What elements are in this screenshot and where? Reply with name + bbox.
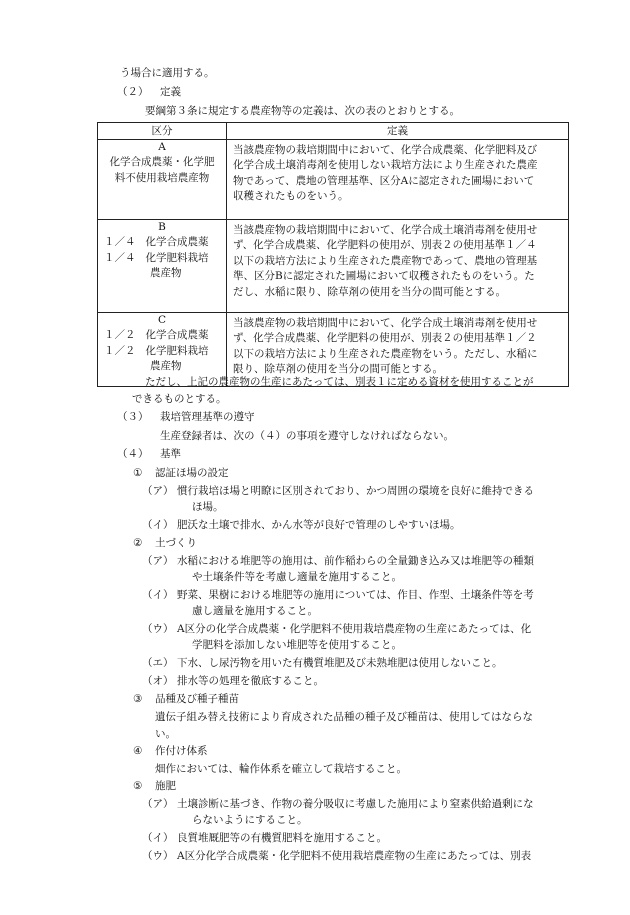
category-b — [98, 220, 227, 313]
fraction: １／２ — [104, 344, 136, 357]
section-4-title: 基準 — [160, 448, 181, 460]
category-line: 化学合成農薬・化学肥 — [109, 156, 215, 169]
table-header-row — [98, 123, 569, 140]
sub-text: 土壌診断に基づき、作物の養分吸収に考慮した施用により窒素供給過剰にな — [177, 798, 534, 810]
fraction: １／４ — [104, 251, 136, 264]
item-3-title: 品種及び種子種苗 — [155, 693, 239, 705]
definition-line: 物であって、農地の管理基準、区分Aに認定された圃場において — [233, 174, 535, 187]
sub-text: 肥沃な土壌で排水、かん水等が良好で管理のしやすいほ場。 — [177, 519, 461, 531]
definition-b — [227, 220, 569, 313]
sub-text: 慣行栽培ほ場と明瞭に区別されており、かつ周囲の環境を良好に維持できる — [177, 485, 534, 497]
definition-line: 化学合成土壌消毒剤を使用しない栽培方法により生産された農産 — [233, 159, 538, 172]
definition-line: 以下の栽培方法により生産された農産物であって、農地の管理基 — [233, 254, 538, 267]
sub-label: （オ） — [142, 675, 174, 687]
header-category: 区分 — [98, 123, 227, 140]
category-line — [98, 344, 226, 359]
proviso-line: できるものとする。 — [132, 393, 227, 405]
definition-line: 当該農産物の栽培期間中において、化学合成農薬、化学肥料及び — [233, 144, 538, 156]
item-1-title: 認証ほ場の設定 — [155, 467, 229, 479]
section-3-number: （３） — [117, 411, 149, 423]
sub-label: （ア） — [142, 555, 174, 567]
section-2-title: 定義 — [160, 86, 181, 98]
item-5-title: 施肥 — [155, 780, 176, 792]
item-1-number: ① — [133, 467, 143, 479]
sub-text: ほ場。 — [192, 501, 224, 513]
definition-a — [227, 140, 569, 220]
definition-line: 準、区分Bに認定された圃場において収穫されたものをいう。た — [233, 270, 535, 283]
item-3-body: 遺伝子組み替え技術により育成された品種の種子及び種苗は、使用してはならな — [155, 711, 533, 723]
definition-line: ず、化学合成農薬、化学肥料の使用が、別表２の使用基準１／２ — [233, 332, 537, 345]
category-line — [98, 235, 226, 250]
sub-label: （ウ） — [142, 850, 174, 862]
definition-table — [97, 122, 569, 387]
category-line: 農産物 — [150, 267, 182, 280]
category-a — [98, 140, 227, 220]
definition-line: 当該農産物の栽培期間中において、化学合成土壌消毒剤を使用せ — [233, 224, 538, 236]
item-5-number: ⑤ — [133, 780, 143, 792]
category-line — [98, 251, 226, 266]
item-3-body: い。 — [155, 728, 176, 740]
intro-line: う場合に適用する。 — [120, 67, 215, 79]
category-mark: C — [157, 314, 167, 326]
category-line: 農産物 — [150, 360, 182, 373]
sub-text: 学肥料を添加しない堆肥等を使用すること。 — [192, 639, 402, 651]
item-4-title: 作付け体系 — [155, 745, 208, 757]
proviso-line: ただし、上記の農産物の生産にあたっては、別表１に定める資材を使用することが — [145, 376, 534, 388]
table-row-b — [98, 220, 569, 313]
category-line: 料不使用栽培農産物 — [114, 171, 210, 184]
section-2-number: （２） — [117, 86, 149, 98]
section-2-lead: 要綱第３条に規定する農産物等の定義は、次の表のとおりとする。 — [145, 105, 460, 117]
sub-text: 水稲における堆肥等の施用は、前作稲わらの全量鋤き込み又は堆肥等の種類 — [177, 555, 534, 567]
sub-label: （イ） — [142, 832, 174, 844]
header-definition: 定義 — [227, 123, 569, 140]
category-mark: B — [158, 221, 166, 233]
sub-label: （ア） — [142, 798, 174, 810]
item-3-number: ③ — [133, 693, 143, 705]
item-2-title: 土づくり — [155, 537, 197, 549]
category-text: 化学肥料栽培 — [145, 251, 209, 264]
sub-label: （ウ） — [142, 623, 174, 635]
sub-text: 野菜、果樹における堆肥等の施用については、作目、作型、土壌条件等を考 — [177, 589, 534, 601]
definition-line: 以下の栽培方法により生産された農産物をいう。ただし、水稲に — [233, 347, 538, 360]
sub-label: （イ） — [142, 519, 174, 531]
sub-text: らないようにすること。 — [192, 814, 308, 826]
item-2-number: ② — [133, 537, 143, 549]
sub-text: A区分化学合成農薬・化学肥料不使用栽培農産物の生産にあたっては、別表 — [177, 850, 532, 862]
sub-text: A区分の化学合成農薬・化学肥料不使用栽培農産物の生産にあたっては、化 — [177, 623, 532, 635]
definition-line: 限り、除草剤の使用を当分の間可能とする。 — [233, 363, 443, 376]
sub-label: （ア） — [142, 485, 174, 497]
definition-line: 収穫されたものをいう。 — [233, 190, 349, 203]
sub-text: 排水等の処理を徹底すること。 — [177, 675, 324, 687]
category-mark: A — [158, 141, 166, 153]
table-row-a — [98, 140, 569, 220]
category-text: 化学合成農薬 — [145, 236, 209, 249]
section-3-body: 生産登録者は、次の（４）の事項を遵守しなければならない。 — [160, 430, 454, 442]
sub-label: （エ） — [142, 657, 174, 669]
sub-text: 良質堆厩肥等の有機質肥料を施用すること。 — [177, 832, 387, 844]
category-text: 化学肥料栽培 — [145, 344, 209, 357]
sub-label: （イ） — [142, 589, 174, 601]
item-4-number: ④ — [133, 745, 143, 757]
sub-text: 下水、し尿汚物を用いた有機質堆肥及び未熟堆肥は使用しないこと。 — [177, 657, 503, 669]
item-4-body: 畑作においては、輪作体系を確立して栽培すること。 — [155, 763, 407, 775]
sub-text: や土壌条件等を考慮し適量を施用すること。 — [192, 571, 402, 583]
category-line — [98, 328, 226, 343]
category-text: 化学合成農薬 — [145, 329, 209, 342]
definition-line: ず、化学合成農薬、化学肥料の使用が、別表２の使用基準１／４ — [233, 239, 537, 252]
section-3-title: 栽培管理基準の遵守 — [160, 411, 255, 423]
fraction: １／４ — [104, 236, 136, 249]
definition-line: 当該農産物の栽培期間中において、化学合成土壌消毒剤を使用せ — [233, 317, 538, 329]
fraction: １／２ — [104, 329, 136, 342]
section-4-number: （４） — [117, 448, 149, 460]
sub-text: 慮し適量を施用すること。 — [192, 605, 318, 617]
definition-line: だし、水稲に限り、除草剤の使用を当分の間可能とする。 — [233, 285, 506, 298]
